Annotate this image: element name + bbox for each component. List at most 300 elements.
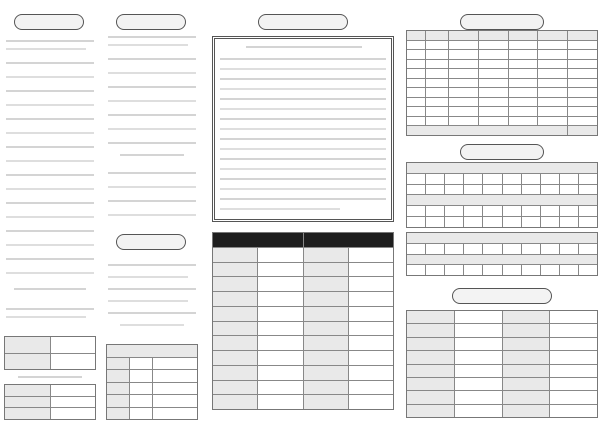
table-cell — [407, 391, 454, 403]
table-cell — [407, 311, 454, 323]
table-cell — [407, 206, 425, 216]
table-cell — [407, 233, 597, 243]
morning-service-column — [0, 0, 100, 424]
table-cell — [503, 405, 550, 417]
table-cell — [538, 41, 567, 50]
text-line — [14, 288, 86, 290]
table-cell — [464, 174, 482, 184]
text-line — [6, 48, 86, 50]
text-line — [246, 46, 362, 48]
table-cell — [426, 265, 444, 275]
afternoon-service-banner — [116, 14, 186, 30]
table-cell — [503, 338, 550, 350]
vehicle-schedule-banner — [460, 144, 544, 160]
table-cell — [304, 336, 348, 350]
service-staff-table — [4, 384, 96, 420]
table-cell — [568, 107, 597, 116]
text-line — [6, 174, 94, 176]
table-cell — [258, 322, 302, 336]
table-header — [304, 233, 394, 247]
table-cell — [426, 79, 448, 88]
table-cell — [479, 41, 508, 50]
table-header — [479, 31, 508, 40]
vehicle-schedule-table-2 — [406, 232, 598, 276]
table-cell — [579, 244, 597, 254]
text-line — [18, 376, 82, 378]
table-cell — [568, 69, 597, 78]
text-line — [220, 108, 386, 110]
table-cell — [213, 366, 257, 380]
table-cell — [349, 366, 393, 380]
table-cell — [51, 385, 96, 396]
table-cell — [426, 217, 444, 227]
text-line — [6, 216, 94, 218]
table-cell — [503, 311, 550, 323]
table-cell — [522, 265, 540, 275]
table-cell — [407, 195, 597, 205]
text-line — [220, 138, 386, 140]
table-cell — [541, 206, 559, 216]
table-cell — [550, 365, 597, 377]
table-cell — [5, 385, 50, 396]
table-cell — [304, 381, 348, 395]
table-cell — [538, 50, 567, 59]
table-cell — [407, 255, 597, 265]
table-cell — [258, 366, 302, 380]
table-cell — [550, 324, 597, 336]
table-cell — [522, 206, 540, 216]
table-cell — [560, 185, 578, 195]
table-cell — [407, 324, 454, 336]
text-line — [6, 202, 94, 204]
table-cell — [258, 351, 302, 365]
table-cell — [349, 292, 393, 306]
table-cell — [130, 370, 152, 382]
table-cell — [213, 336, 257, 350]
table-cell — [483, 244, 501, 254]
morning-service-banner — [14, 14, 84, 30]
text-line — [108, 72, 196, 74]
text-line — [108, 172, 196, 174]
text-line — [220, 198, 386, 200]
text-line — [120, 154, 184, 156]
table-cell — [503, 174, 521, 184]
table-cell — [445, 174, 463, 184]
table-cell — [51, 408, 96, 419]
table-cell — [541, 244, 559, 254]
table-cell — [426, 117, 448, 126]
table-cell — [455, 324, 502, 336]
text-line — [220, 178, 386, 180]
table-cell — [579, 265, 597, 275]
text-line — [108, 312, 196, 314]
table-cell — [258, 263, 302, 277]
table-cell — [258, 381, 302, 395]
text-line — [6, 188, 94, 190]
table-cell — [5, 397, 50, 408]
table-cell — [349, 322, 393, 336]
table-cell — [560, 217, 578, 227]
table-cell — [213, 277, 257, 291]
table-cell — [503, 185, 521, 195]
table-cell — [479, 60, 508, 69]
table-cell — [579, 217, 597, 227]
text-line — [108, 128, 196, 130]
table-cell — [449, 98, 478, 107]
text-line — [108, 114, 196, 116]
table-header — [538, 31, 567, 40]
table-cell — [455, 311, 502, 323]
table-cell — [550, 338, 597, 350]
text-line — [6, 230, 94, 232]
table-cell — [349, 381, 393, 395]
table-cell — [503, 365, 550, 377]
table-cell — [407, 50, 425, 59]
table-cell — [258, 395, 302, 409]
table-cell — [407, 107, 425, 116]
prayer-meeting-banner — [116, 234, 186, 250]
table-cell — [464, 206, 482, 216]
table-cell — [503, 244, 521, 254]
table-cell — [5, 354, 50, 370]
table-header — [449, 31, 478, 40]
table-cell — [349, 395, 393, 409]
text-line — [220, 158, 386, 160]
table-cell — [522, 174, 540, 184]
text-line — [108, 200, 196, 202]
table-cell — [464, 265, 482, 275]
text-line — [6, 118, 94, 120]
text-line — [220, 118, 386, 120]
table-cell — [541, 174, 559, 184]
table-cell — [550, 351, 597, 363]
table-cell — [258, 307, 302, 321]
text-line — [6, 272, 94, 274]
table-cell — [560, 244, 578, 254]
text-line — [108, 186, 196, 188]
table-cell — [407, 117, 425, 126]
table-cell — [449, 79, 478, 88]
table-cell — [568, 79, 597, 88]
table-cell — [541, 185, 559, 195]
text-line — [220, 168, 386, 170]
table-cell — [153, 383, 197, 395]
table-cell — [538, 107, 567, 116]
text-line — [108, 100, 196, 102]
meeting-times-table — [406, 310, 598, 418]
table-cell — [483, 265, 501, 275]
table-cell — [426, 69, 448, 78]
table-cell — [213, 248, 257, 262]
table-cell — [483, 185, 501, 195]
table-cell — [560, 206, 578, 216]
offering-info-table — [4, 336, 96, 370]
table-cell — [349, 263, 393, 277]
table-cell — [407, 69, 425, 78]
pastoral-column-banner — [258, 14, 348, 30]
next-week-duty-table — [106, 344, 198, 420]
afternoon-service-column — [102, 0, 202, 424]
table-cell — [449, 60, 478, 69]
table-cell — [258, 248, 302, 262]
table-cell — [538, 117, 567, 126]
table-cell — [407, 244, 425, 254]
table-cell — [349, 248, 393, 262]
text-line — [6, 258, 94, 260]
table-cell — [107, 383, 129, 395]
table-cell — [550, 378, 597, 390]
text-line — [220, 128, 386, 130]
text-line — [220, 188, 386, 190]
table-cell — [407, 88, 425, 97]
text-line — [108, 276, 188, 278]
table-header — [407, 31, 425, 40]
table-cell — [407, 60, 425, 69]
table-cell — [503, 217, 521, 227]
table-cell — [213, 351, 257, 365]
table-cell — [449, 69, 478, 78]
table-cell — [304, 292, 348, 306]
table-cell — [407, 378, 454, 390]
table-cell — [130, 395, 152, 407]
table-cell — [407, 41, 425, 50]
table-cell — [483, 206, 501, 216]
table-cell — [522, 185, 540, 195]
vehicle-schedule-table — [406, 162, 598, 228]
table-cell — [51, 337, 96, 353]
table-cell — [522, 244, 540, 254]
text-line — [108, 58, 196, 60]
table-cell — [503, 324, 550, 336]
table-cell — [304, 322, 348, 336]
table-cell — [455, 378, 502, 390]
table-cell — [568, 88, 597, 97]
table-cell — [107, 408, 129, 420]
text-line — [120, 324, 184, 326]
table-cell — [509, 79, 538, 88]
table-cell — [560, 265, 578, 275]
text-line — [108, 142, 196, 144]
table-cell — [349, 307, 393, 321]
table-cell — [407, 217, 425, 227]
table-cell — [213, 381, 257, 395]
table-cell — [445, 244, 463, 254]
table-cell — [153, 370, 197, 382]
table-cell — [304, 248, 348, 262]
table-cell — [213, 322, 257, 336]
district-gathering-banner — [460, 14, 544, 30]
district-gathering-table — [406, 30, 598, 136]
table-cell — [130, 383, 152, 395]
table-cell — [107, 345, 197, 357]
table-cell — [407, 126, 567, 135]
text-line — [220, 78, 386, 80]
text-line — [220, 68, 386, 70]
table-cell — [550, 391, 597, 403]
table-cell — [503, 265, 521, 275]
table-cell — [464, 244, 482, 254]
table-cell — [538, 88, 567, 97]
table-cell — [464, 185, 482, 195]
text-line — [6, 40, 94, 42]
table-cell — [538, 79, 567, 88]
table-cell — [407, 163, 597, 173]
table-cell — [541, 217, 559, 227]
table-cell — [579, 174, 597, 184]
text-line — [6, 132, 94, 134]
table-cell — [130, 358, 152, 370]
table-cell — [5, 408, 50, 419]
table-cell — [407, 265, 425, 275]
text-line — [6, 308, 94, 310]
table-cell — [349, 336, 393, 350]
table-cell — [550, 311, 597, 323]
table-cell — [407, 185, 425, 195]
text-line — [6, 146, 94, 148]
table-header — [568, 31, 597, 40]
table-cell — [568, 41, 597, 50]
table-cell — [349, 351, 393, 365]
table-cell — [5, 337, 50, 353]
table-cell — [503, 206, 521, 216]
text-line — [108, 288, 196, 290]
table-cell — [304, 366, 348, 380]
table-cell — [426, 98, 448, 107]
table-cell — [538, 98, 567, 107]
table-cell — [213, 292, 257, 306]
table-cell — [304, 307, 348, 321]
table-cell — [258, 277, 302, 291]
table-cell — [449, 117, 478, 126]
text-line — [220, 98, 386, 100]
table-cell — [445, 265, 463, 275]
table-cell — [509, 69, 538, 78]
text-line — [108, 300, 188, 302]
table-header — [509, 31, 538, 40]
table-cell — [426, 41, 448, 50]
table-cell — [407, 79, 425, 88]
table-cell — [349, 277, 393, 291]
text-line — [6, 90, 94, 92]
table-header — [213, 233, 303, 247]
table-cell — [455, 338, 502, 350]
meeting-times-banner — [452, 288, 552, 304]
table-cell — [107, 370, 129, 382]
table-cell — [509, 88, 538, 97]
table-cell — [449, 88, 478, 97]
text-line — [6, 316, 86, 318]
table-cell — [560, 174, 578, 184]
table-cell — [426, 244, 444, 254]
table-cell — [426, 50, 448, 59]
table-cell — [153, 358, 197, 370]
table-cell — [407, 405, 454, 417]
table-header — [426, 31, 448, 40]
table-cell — [426, 60, 448, 69]
table-cell — [455, 365, 502, 377]
table-cell — [407, 351, 454, 363]
table-cell — [426, 107, 448, 116]
table-cell — [407, 338, 454, 350]
table-cell — [51, 354, 96, 370]
table-cell — [503, 378, 550, 390]
table-cell — [538, 60, 567, 69]
text-line — [6, 104, 94, 106]
table-cell — [568, 98, 597, 107]
table-cell — [568, 60, 597, 69]
table-cell — [130, 408, 152, 420]
table-cell — [213, 395, 257, 409]
table-cell — [464, 217, 482, 227]
table-cell — [509, 117, 538, 126]
table-cell — [213, 307, 257, 321]
text-line — [6, 160, 94, 162]
table-cell — [445, 206, 463, 216]
text-line — [220, 58, 386, 60]
text-line — [108, 264, 196, 266]
table-cell — [449, 50, 478, 59]
table-cell — [568, 126, 597, 135]
text-line — [220, 88, 386, 90]
table-cell — [445, 217, 463, 227]
statistics-table — [212, 232, 394, 410]
table-cell — [153, 395, 197, 407]
table-cell — [449, 107, 478, 116]
table-cell — [407, 365, 454, 377]
table-cell — [213, 263, 257, 277]
table-cell — [479, 50, 508, 59]
table-cell — [304, 263, 348, 277]
table-cell — [455, 405, 502, 417]
table-cell — [304, 277, 348, 291]
table-cell — [483, 174, 501, 184]
table-cell — [258, 292, 302, 306]
table-cell — [407, 174, 425, 184]
table-cell — [479, 88, 508, 97]
table-cell — [479, 107, 508, 116]
table-cell — [503, 351, 550, 363]
table-cell — [568, 117, 597, 126]
table-cell — [407, 98, 425, 107]
table-cell — [455, 391, 502, 403]
table-cell — [509, 107, 538, 116]
table-cell — [503, 391, 550, 403]
table-cell — [479, 117, 508, 126]
table-cell — [509, 50, 538, 59]
table-cell — [541, 265, 559, 275]
table-cell — [509, 41, 538, 50]
schedule-column — [404, 0, 600, 424]
text-line — [6, 76, 94, 78]
table-cell — [579, 206, 597, 216]
table-cell — [479, 79, 508, 88]
table-cell — [258, 336, 302, 350]
table-cell — [445, 185, 463, 195]
table-cell — [449, 41, 478, 50]
table-cell — [479, 69, 508, 78]
table-cell — [522, 217, 540, 227]
text-line — [220, 208, 340, 210]
table-cell — [455, 351, 502, 363]
table-cell — [304, 351, 348, 365]
table-cell — [153, 408, 197, 420]
table-cell — [538, 69, 567, 78]
table-cell — [107, 358, 129, 370]
table-cell — [426, 88, 448, 97]
pastoral-column — [210, 0, 396, 424]
table-cell — [509, 98, 538, 107]
table-cell — [426, 206, 444, 216]
